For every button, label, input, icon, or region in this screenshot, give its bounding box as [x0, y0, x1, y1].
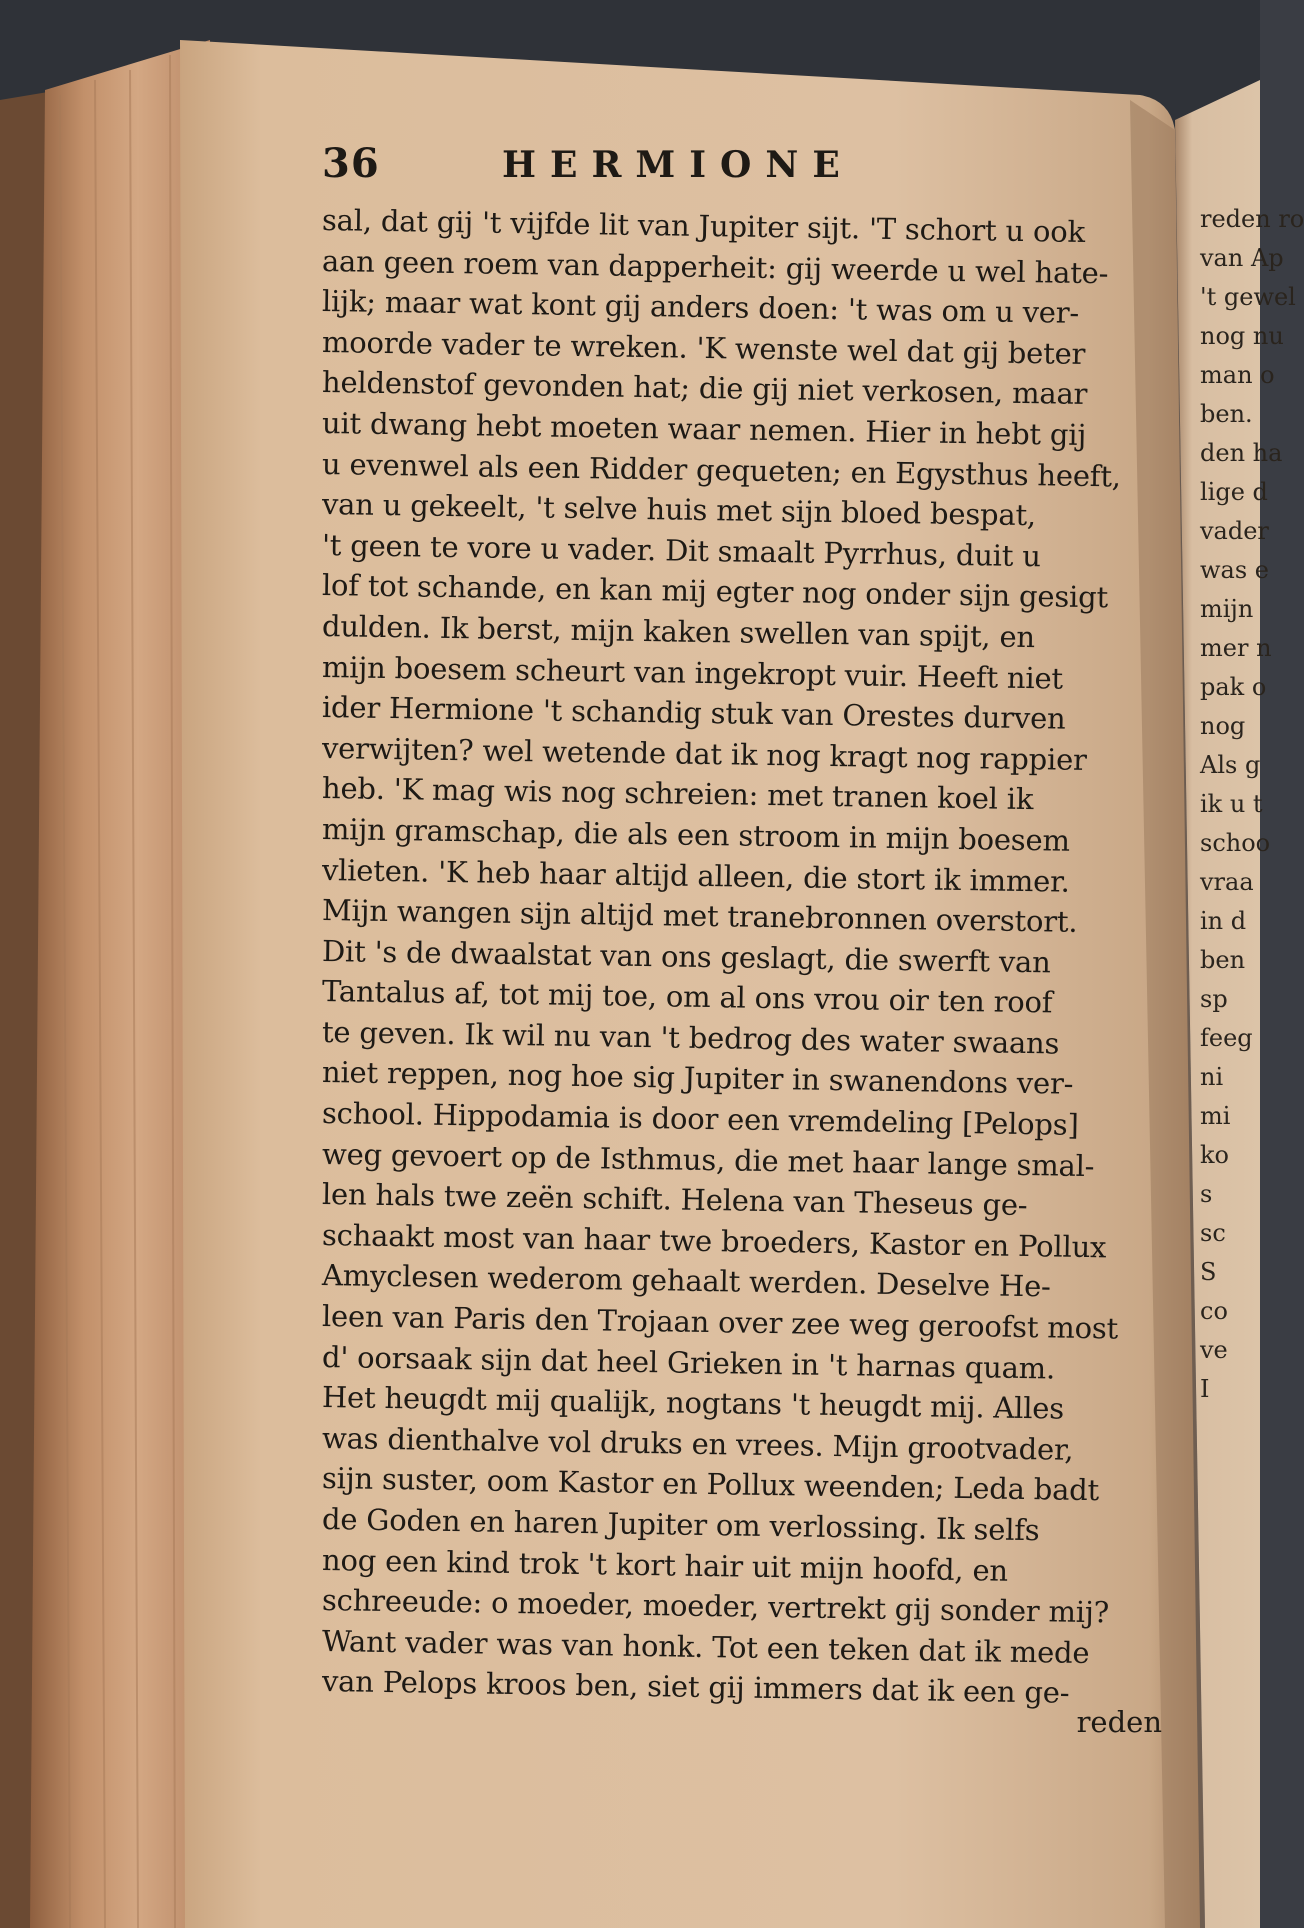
- facing-page-line: mer n: [1200, 634, 1272, 662]
- facing-page-line: vader: [1200, 517, 1269, 545]
- text-line: mijn gramschap, die als een stroom in mijn boesem: [321, 811, 1071, 858]
- text-line: sal, dat gij 't vijfde lit van Jupiter sijt. 'T schort u ook: [321, 203, 1086, 249]
- text-line: de Goden en haren Jupiter om verlossing. Ik selfs: [321, 1502, 1040, 1548]
- text-line: niet reppen, nog hoe sig Jupiter in swanendons ver-: [321, 1055, 1074, 1102]
- text-line: vlieten. 'K heb haar altijd alleen, die stort ik immer.: [321, 852, 1070, 899]
- text-line: weg gevoert op de Isthmus, die met haar lange smal-: [321, 1136, 1095, 1183]
- facing-page-line: ben.: [1200, 400, 1253, 428]
- facing-page-line: Als g: [1200, 751, 1261, 779]
- facing-page-line: was e: [1200, 556, 1269, 584]
- text-line: len hals twe zeën schift. Helena van Theseus ge-: [321, 1177, 1028, 1223]
- text-line: heldenstof gevonden hat; die gij niet verkosen, maar: [321, 365, 1088, 412]
- text-line: schreeude: o moeder, moeder, vertrekt gij sonder mij?: [321, 1583, 1110, 1630]
- page-number: 36: [322, 140, 380, 187]
- text-line: Mijn wangen sijn altijd met tranebronnen overstort.: [321, 893, 1078, 939]
- facing-page-line: vraa: [1200, 868, 1254, 896]
- facing-page-line: man o: [1200, 361, 1275, 389]
- facing-page-line: co: [1200, 1297, 1228, 1325]
- text-line: schaakt most van haar twe broeders, Kastor en Pollux: [321, 1217, 1107, 1265]
- page-text-block: [322, 140, 1172, 1742]
- text-line: leen van Paris den Trojaan over zee weg geroofst most: [321, 1299, 1119, 1346]
- facing-page-line: I: [1200, 1375, 1210, 1403]
- running-title: HERMIONE: [502, 144, 854, 186]
- text-line: Dit 's de dwaalstat van ons geslagt, die swerft van: [321, 933, 1051, 980]
- facing-page-fragments: [1200, 200, 1304, 1409]
- text-line: van u gekeelt, 't selve huis met sijn bloed bespat,: [321, 487, 1037, 533]
- text-line: lof tot schande, en kan mij egter nog onder sijn gesigt: [321, 568, 1109, 615]
- text-line: Tantalus af, tot mij toe, om al ons vrou oir ten roof: [321, 974, 1053, 1020]
- facing-page-line: S: [1200, 1258, 1217, 1286]
- body-text: [321, 200, 1172, 1711]
- text-line: verwijten? wel wetende dat ik nog kragt nog rappier: [321, 730, 1088, 777]
- page-header: [322, 140, 1172, 200]
- facing-page-line: reden ro: [1200, 205, 1304, 233]
- text-line: u evenwel als een Ridder gequeten; en Egysthus heeft,: [321, 446, 1122, 494]
- facing-page-line: sp: [1200, 985, 1228, 1013]
- text-line: 't geen te vore u vader. Dit smaalt Pyrrhus, duit u: [321, 527, 1042, 574]
- facing-page-line: 't gewel: [1200, 283, 1296, 311]
- facing-page-line: feeg: [1200, 1024, 1253, 1052]
- text-line: mijn boesem scheurt van ingekropt vuir. Heeft niet: [321, 649, 1064, 696]
- text-line: school. Hippodamia is door een vremdeling [Pelops]: [321, 1096, 1079, 1142]
- facing-page-line: van Ap: [1200, 244, 1284, 272]
- text-line: moorde vader te wreken. 'K wenste wel dat gij beter: [321, 324, 1086, 371]
- text-line: was dienthalve vol druks en vrees. Mijn grootvader,: [321, 1420, 1074, 1467]
- text-line: nog een kind trok 't kort hair uit mijn hoofd, en: [321, 1542, 1009, 1588]
- catchword: reden: [1076, 1704, 1162, 1739]
- text-line: d' oorsaak sijn dat heel Grieken in 't harnas quam.: [321, 1339, 1056, 1386]
- text-line: van Pelops kroos ben, siet gij immers dat ik een ge-: [321, 1664, 1070, 1711]
- text-line: Amyclesen wederom gehaalt werden. Deselve He-: [321, 1258, 1051, 1304]
- text-line: ider Hermione 't schandig stuk van Orestes durven: [321, 690, 1066, 736]
- text-line: uit dwang hebt moeten waar nemen. Hier in hebt gij: [321, 405, 1087, 452]
- text-line: dulden. Ik berst, mijn kaken swellen van spijt, en: [321, 608, 1036, 655]
- facing-page-line: nog nu: [1200, 322, 1284, 350]
- text-line: Het heugdt mij qualijk, nogtans 't heugdt mij. Alles: [321, 1380, 1065, 1426]
- facing-page-line: pak o: [1200, 673, 1267, 701]
- text-line: sijn suster, oom Kastor en Pollux weenden; Leda badt: [321, 1461, 1100, 1508]
- facing-page-line: ve: [1200, 1336, 1228, 1364]
- facing-page-line: ni: [1200, 1063, 1224, 1091]
- facing-page-line: ik u t: [1200, 790, 1263, 818]
- text-line: lijk; maar wat kont gij anders doen: 't was om u ver-: [321, 284, 1080, 331]
- text-line: heb. 'K mag wis nog schreien: met tranen koel ik: [321, 771, 1034, 817]
- facing-page-line: nog: [1200, 712, 1246, 740]
- facing-page-line: s: [1200, 1180, 1213, 1208]
- facing-page-line: in d: [1200, 907, 1247, 935]
- facing-page-line: lige d: [1200, 478, 1268, 506]
- text-line: aan geen roem van dapperheit: gij weerde u wel hate-: [321, 243, 1109, 290]
- text-line: te geven. Ik wil nu van 't bedrog des water swaans: [321, 1014, 1060, 1061]
- facing-page-line: sc: [1200, 1219, 1226, 1247]
- text-line: Want vader was van honk. Tot een teken dat ik mede: [321, 1623, 1090, 1670]
- facing-page-line: ko: [1200, 1141, 1229, 1169]
- facing-page-line: mi: [1200, 1102, 1231, 1130]
- facing-page-line: ben: [1200, 946, 1246, 974]
- facing-page-line: schoo: [1200, 829, 1271, 857]
- facing-page-line: mijn: [1200, 595, 1254, 623]
- facing-page-line: den ha: [1200, 439, 1283, 467]
